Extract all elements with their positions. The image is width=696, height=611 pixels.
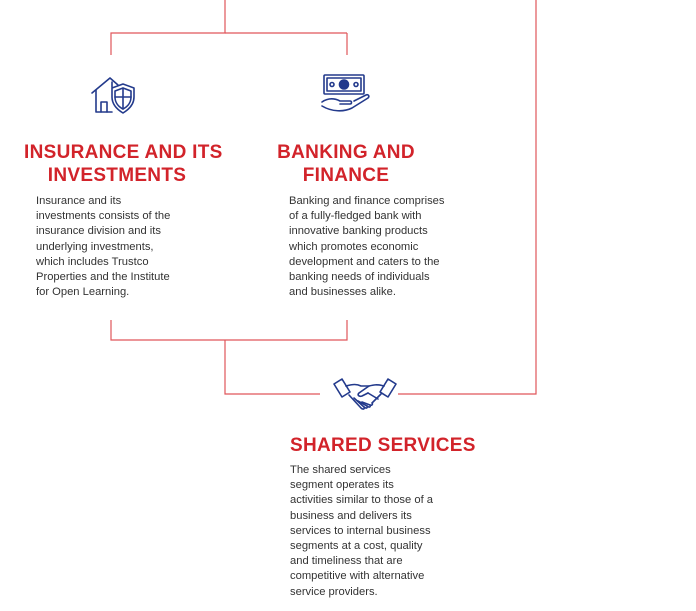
title-line: INSURANCE AND ITS [24, 142, 223, 163]
top-connector [111, 0, 225, 55]
shared-services-description [290, 463, 433, 600]
money-hand-icon [318, 72, 376, 114]
bottom-connector [111, 320, 347, 340]
house-shield-icon [90, 75, 144, 115]
body-line: segment operates its [290, 479, 394, 492]
body-line: business and delivers its [290, 509, 412, 522]
body-line: investments consists of the [36, 210, 171, 223]
body-line: Properties and the Institute [36, 271, 170, 284]
body-line: which includes Trustco [36, 255, 149, 268]
handshake-icon [331, 376, 399, 416]
body-line: of a fully-fledged bank with [289, 210, 422, 223]
body-line: Insurance and its [36, 195, 122, 207]
body-line: for Open Learning. [36, 286, 130, 299]
shared-services-title [290, 434, 476, 457]
body-line: Banking and finance comprises [289, 195, 445, 207]
insurance-title [24, 141, 223, 187]
title-line: BANKING AND [277, 142, 415, 163]
body-line: which promotes economic [289, 240, 419, 253]
body-line: segments at a cost, quality [290, 540, 423, 553]
title-line: SHARED SERVICES [290, 435, 476, 456]
insurance-description [36, 194, 170, 300]
body-line: competitive with alternative [290, 570, 425, 583]
body-line: services to internal business [290, 524, 431, 537]
body-line: service providers. [290, 585, 378, 598]
body-line: The shared services [290, 464, 391, 476]
body-line: and timeliness that are [290, 555, 403, 568]
body-line: insurance division and its [36, 225, 161, 238]
body-line: and businesses alike. [289, 286, 396, 299]
body-line: banking needs of individuals [289, 271, 430, 284]
title-line: FINANCE [302, 165, 390, 186]
banking-description [289, 194, 444, 300]
body-line: activities similar to those of a [290, 494, 434, 507]
banking-title [266, 141, 426, 187]
mid-to-shared-connector [225, 340, 320, 394]
body-line: innovative banking products [289, 225, 428, 238]
body-line: underlying investments, [36, 240, 154, 253]
title-line: INVESTMENTS [47, 165, 187, 186]
body-line: development and caters to the [289, 255, 440, 268]
